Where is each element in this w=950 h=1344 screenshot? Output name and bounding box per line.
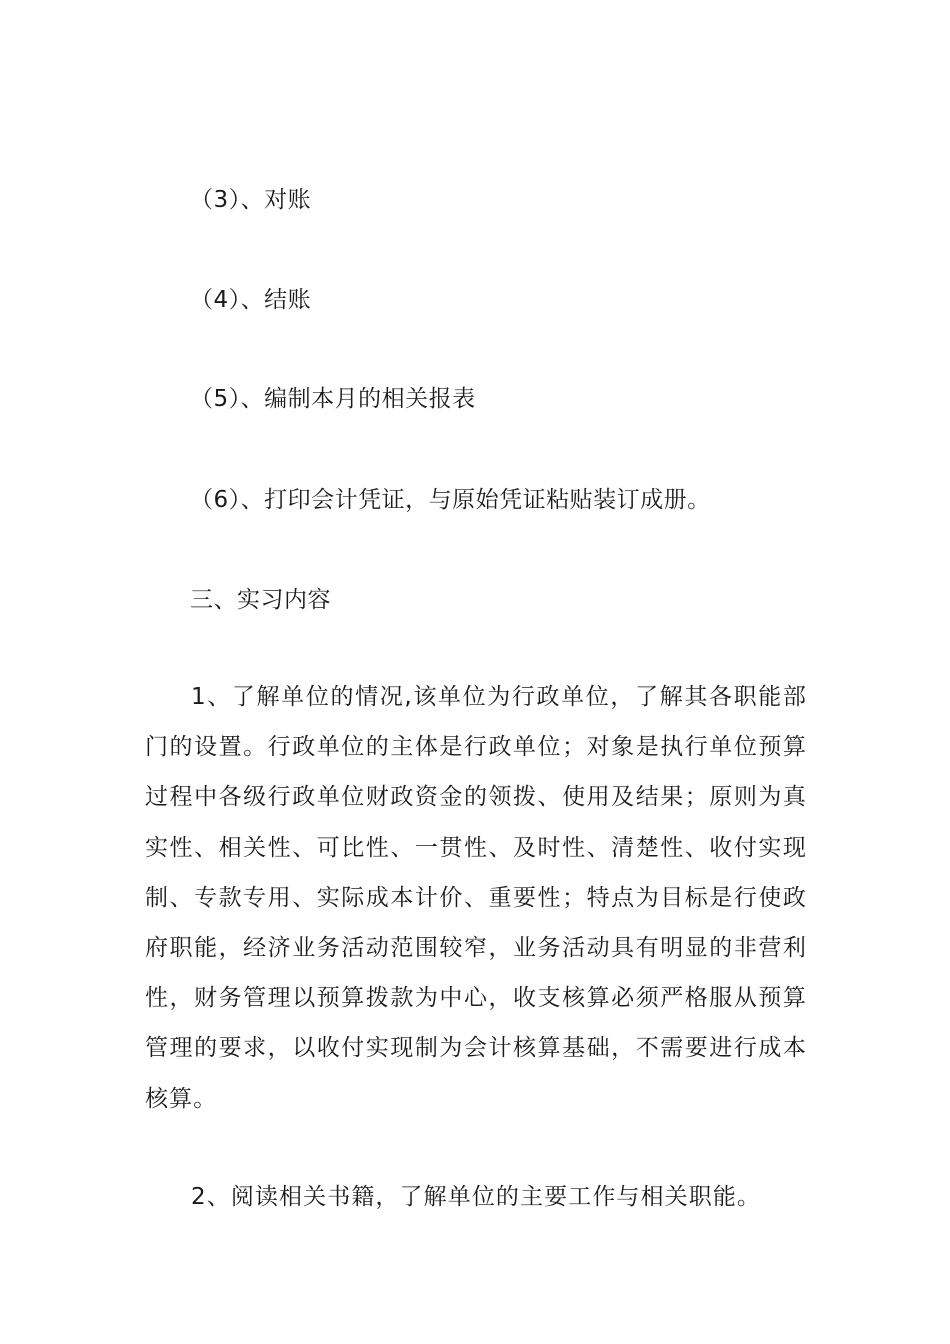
list-item-close-accounts: （4）、结账 [190,287,312,313]
section-heading: 三、实习内容 [190,587,331,613]
list-item-monthly-reports: （5）、编制本月的相关报表 [190,386,476,412]
paragraph-reading: 2、阅读相关书籍，了解单位的主要工作与相关职能。 [191,1184,762,1210]
list-item-print-vouchers: （6）、打印会计凭证，与原始凭证粘贴装订成册。 [190,487,711,513]
list-item-reconcile: （3）、对账 [190,187,312,213]
paragraph-unit-overview: 1、了解单位的情况,该单位为行政单位，了解其各职能部门的设置。行政单位的主体是行政单位；对象是执行单位预算过程中各级行政单位财政资金的领拨、使用及结果；原则为真实性、相关性、可比性、一贯性、及时性、清楚性、收付实现制、专款专用、实际成本计价、重要性；特点为目标是行使政府职能，经济业务活动范围较窄，业务活动具有明显的非营利性，财务管理以预算拨款为中心，收支核算必须严格服从预算管理的要求，以收付实现制为会计核算基础，不需要进行成本核算。 [145,684,807,1112]
